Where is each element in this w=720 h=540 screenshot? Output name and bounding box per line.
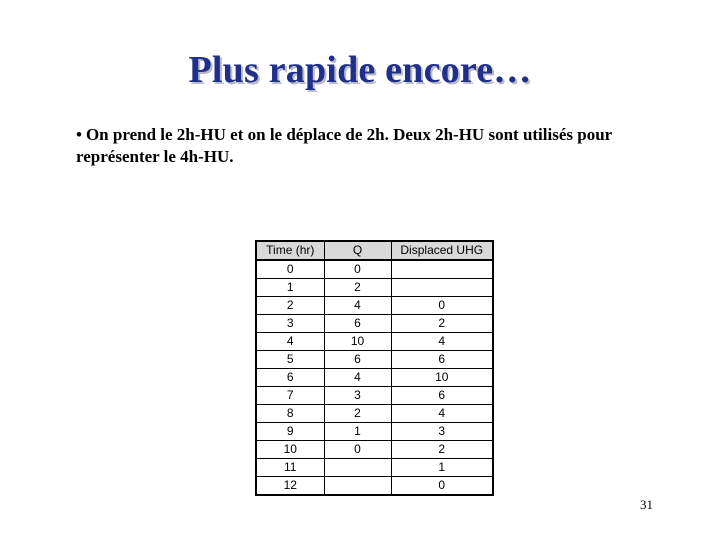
cell-time: 0	[256, 260, 324, 279]
table-row	[256, 477, 493, 496]
bullet-char: •	[76, 125, 82, 144]
cell-time: 4	[256, 333, 324, 351]
cell-q: 2	[324, 405, 391, 423]
table-row	[256, 423, 493, 441]
cell-displaced: 1	[391, 459, 493, 477]
cell-q: 2	[324, 279, 391, 297]
cell-displaced: 2	[391, 315, 493, 333]
header-displaced-uhg: Displaced UHG	[391, 241, 493, 260]
header-q: Q	[324, 241, 391, 260]
cell-q: 0	[324, 441, 391, 459]
table-row	[256, 297, 493, 315]
table-row	[256, 260, 493, 279]
bullet-paragraph	[76, 124, 676, 168]
table-row	[256, 333, 493, 351]
cell-displaced: 10	[391, 369, 493, 387]
cell-time: 10	[256, 441, 324, 459]
table-row	[256, 351, 493, 369]
cell-time: 8	[256, 405, 324, 423]
cell-q: 6	[324, 315, 391, 333]
cell-q: 4	[324, 297, 391, 315]
slide-title: Plus rapide encore…	[188, 49, 532, 91]
cell-displaced: 4	[391, 405, 493, 423]
cell-q	[324, 477, 391, 496]
cell-displaced	[391, 279, 493, 297]
cell-time: 5	[256, 351, 324, 369]
uhg-table	[255, 240, 494, 496]
cell-time: 9	[256, 423, 324, 441]
cell-displaced: 6	[391, 351, 493, 369]
cell-time: 1	[256, 279, 324, 297]
cell-q: 4	[324, 369, 391, 387]
page-number: 31	[640, 497, 653, 512]
bullet-text: On prend le 2h-HU et on le déplace de 2h. Deux 2h-HU sont utilisés pour représenter le 4h-HU.	[76, 125, 612, 166]
cell-q: 3	[324, 387, 391, 405]
cell-time: 6	[256, 369, 324, 387]
table-row	[256, 459, 493, 477]
cell-displaced: 3	[391, 423, 493, 441]
cell-time: 2	[256, 297, 324, 315]
table-row	[256, 387, 493, 405]
cell-q: 10	[324, 333, 391, 351]
table-row	[256, 441, 493, 459]
cell-displaced: 4	[391, 333, 493, 351]
cell-displaced: 2	[391, 441, 493, 459]
table-row	[256, 315, 493, 333]
table-row	[256, 405, 493, 423]
cell-displaced: 6	[391, 387, 493, 405]
cell-q	[324, 459, 391, 477]
cell-displaced	[391, 260, 493, 279]
cell-q: 1	[324, 423, 391, 441]
cell-time: 11	[256, 459, 324, 477]
cell-q: 6	[324, 351, 391, 369]
cell-displaced: 0	[391, 477, 493, 496]
table-row	[256, 279, 493, 297]
header-time: Time (hr)	[256, 241, 324, 260]
cell-time: 3	[256, 315, 324, 333]
cell-time: 12	[256, 477, 324, 496]
cell-displaced: 0	[391, 297, 493, 315]
table-row	[256, 369, 493, 387]
table-header-row	[256, 241, 493, 260]
cell-q: 0	[324, 260, 391, 279]
cell-time: 7	[256, 387, 324, 405]
